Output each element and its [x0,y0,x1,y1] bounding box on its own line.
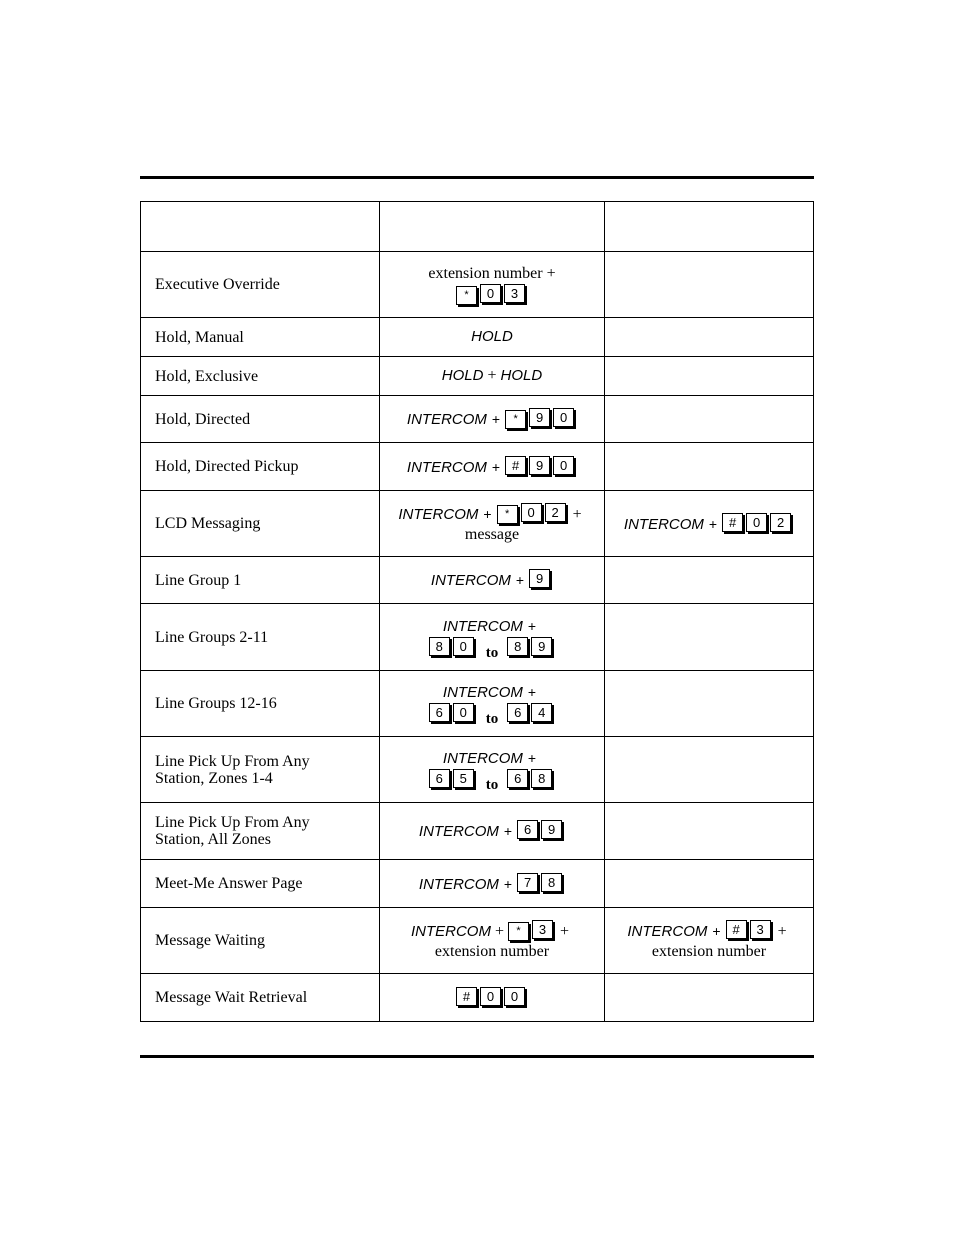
feature-name-cell [141,443,380,491]
keypad-key: 0 [553,408,574,427]
instruction-text: extension number [651,942,767,960]
keypad-key-group [726,920,774,940]
cancel-code-cell [605,443,814,491]
keypad-key: 0 [453,703,474,722]
keypad-key: 6 [429,769,450,788]
feature-name-cell [141,908,380,974]
keypad-key-group [507,703,555,723]
feature-name-cell [141,803,380,860]
feature-row [141,318,814,357]
button-name: INTERCOM [398,505,479,523]
feature-name-cell [141,396,380,443]
code-line [380,748,604,769]
feature-row [141,396,814,443]
keypad-key: 3 [532,920,553,939]
instruction-text: extension number [434,942,550,960]
feature-name: Hold, Manual [155,328,244,346]
cancel-code-cell [605,737,814,803]
button-name: INTERCOM [418,875,499,893]
feature-name-cell [141,860,380,908]
keypad-key: # [722,513,743,532]
button-name: INTERCOM [410,922,491,940]
feature-row [141,803,814,860]
keypad-key-group [517,873,565,893]
keypad-key-group [497,503,569,524]
feature-name-cell [141,604,380,671]
cancel-code-cell [605,557,814,604]
feature-row [141,908,814,974]
feature-name-cell [141,491,380,557]
feature-name: Line Groups 12-16 [155,695,277,712]
keypad-key: 2 [545,503,566,522]
feature-name-cell [141,974,380,1022]
feature-name: Station, All Zones [155,831,271,848]
keypad-key: 9 [531,637,552,656]
cancel-code-cell [605,803,814,860]
feature-name: Executive Override [155,276,280,293]
button-name: HOLD [471,328,513,345]
code-line [380,366,604,386]
program-code-cell [380,443,605,491]
keypad-key: 0 [480,284,501,303]
cancel-code-cell [605,671,814,737]
program-code-cell [380,557,605,604]
code-line [605,942,813,962]
program-code-cell [380,671,605,737]
keypad-key: * [456,286,477,305]
range-to: to [485,644,499,661]
keypad-key: 0 [553,456,574,475]
keypad-key: 6 [429,703,450,722]
plus-sign: + [503,875,513,892]
feature-row [141,671,814,737]
code-line [380,264,604,284]
feature-row [141,491,814,557]
plus-sign: + [708,515,718,532]
cancel-code-cell [605,974,814,1022]
header-cell-feature [141,202,380,252]
keypad-key-group [505,456,577,476]
code-line [380,820,604,842]
program-code-cell [380,396,605,443]
keypad-key: * [497,505,518,524]
keypad-key-group [505,408,577,429]
plus-sign: + [515,572,525,588]
code-line [380,942,604,962]
code-line [380,456,604,478]
keypad-key: 6 [507,769,528,788]
keypad-key: 4 [531,703,552,722]
code-line [380,569,604,591]
button-name: INTERCOM [442,617,523,635]
feature-name: Meet-Me Answer Page [155,875,303,892]
plus-sign: + [491,458,501,475]
code-line [380,408,604,430]
keypad-key: 8 [531,769,552,788]
code-line [380,637,604,659]
keypad-key-group [507,769,555,789]
program-code-cell [380,491,605,557]
code-line [605,513,813,535]
header-cell-program [380,202,605,252]
cancel-code-cell [605,396,814,443]
code-line [380,616,604,637]
button-name: INTERCOM [406,458,487,476]
feature-row [141,604,814,671]
keypad-key-group [429,703,477,723]
keypad-key: 9 [529,569,550,588]
keypad-key: * [505,410,526,429]
cancel-code-cell [605,252,814,318]
code-line [380,525,604,545]
feature-name-cell [141,557,380,604]
keypad-key-group [529,569,553,589]
keypad-key-group [508,920,556,941]
code-line [380,682,604,703]
feature-row [141,860,814,908]
program-code-cell [380,908,605,974]
keypad-key: # [505,456,526,475]
keypad-key: 8 [541,873,562,892]
feature-name: Station, Zones 1-4 [155,769,273,787]
keypad-key-group [517,820,565,840]
cancel-code-cell [605,491,814,557]
keypad-key-group [507,637,555,657]
button-name: INTERCOM [430,572,511,589]
code-line [380,503,604,525]
keypad-key: 0 [521,503,542,522]
keypad-key: * [508,922,529,941]
feature-name: Message Wait Retrieval [155,989,308,1006]
feature-row [141,443,814,491]
feature-name-cell [141,252,380,318]
feature-name-cell [141,737,380,803]
keypad-key: 9 [541,820,562,839]
keypad-key-group [456,284,528,305]
keypad-key-group [429,769,477,789]
keypad-key: 0 [453,637,474,656]
keypad-key-group [456,987,528,1007]
program-code-cell [380,737,605,803]
feature-name: Hold, Directed [155,410,251,428]
keypad-key: 9 [529,456,550,475]
code-line [380,327,604,347]
code-line [380,873,604,895]
program-code-cell [380,803,605,860]
plus-sign: + [503,823,513,839]
program-code-cell [380,974,605,1022]
keypad-key: 2 [770,513,791,532]
button-name: INTERCOM [442,750,523,767]
cancel-code-cell [605,908,814,974]
feature-name-cell [141,357,380,396]
plus-sign: + [527,617,537,634]
code-line [380,703,604,725]
plus-sign: + [560,922,570,940]
keypad-key-group [429,637,477,657]
plus-sign: + [483,505,492,522]
feature-name: Hold, Exclusive [155,367,259,385]
keypad-key: 0 [480,987,501,1006]
code-line [605,920,813,942]
keypad-key: 0 [504,987,525,1006]
plus-sign: + [527,684,537,700]
keypad-key: # [726,920,747,939]
keypad-key: 8 [507,637,528,656]
feature-name: LCD Messaging [155,515,261,532]
button-name: INTERCOM [406,411,487,428]
program-code-cell [380,252,605,318]
plus-sign: + [712,922,721,939]
button-name: HOLD [441,367,484,384]
code-line [380,987,604,1009]
feature-name-cell [141,671,380,737]
feature-name: Line Group 1 [155,571,242,589]
top-rule [140,176,814,179]
button-name: INTERCOM [418,823,499,840]
program-code-cell [380,860,605,908]
cancel-code-cell [605,357,814,396]
button-name: INTERCOM [442,684,523,701]
header-cell-cancel [605,202,814,252]
cancel-code-cell [605,604,814,671]
plus-sign: + [487,367,497,384]
feature-row [141,252,814,318]
button-name: HOLD [500,367,543,384]
feature-row [141,557,814,604]
instruction-text: message [464,525,520,543]
feature-name: Line Groups 2-11 [155,628,269,646]
header-row [141,202,814,252]
program-code-cell [380,604,605,671]
keypad-key: 9 [529,408,550,427]
button-name: INTERCOM [627,922,708,940]
keypad-key: 0 [746,513,767,532]
keypad-key: 5 [453,769,474,788]
code-line [380,920,604,942]
keypad-key: 6 [507,703,528,722]
instruction-text: extension number + [428,264,556,282]
feature-name: Hold, Directed Pickup [155,458,299,475]
button-name: INTERCOM [623,515,704,533]
feature-name-cell [141,318,380,357]
feature-row [141,737,814,803]
cancel-code-cell [605,860,814,908]
program-code-cell [380,357,605,396]
bottom-rule [140,1055,814,1058]
code-line [380,284,604,306]
keypad-key: # [456,987,477,1006]
keypad-key-group [722,513,794,533]
keypad-key: 3 [504,284,525,303]
plus-sign: + [491,411,501,427]
feature-name: Message Waiting [155,932,265,949]
plus-sign: + [527,750,537,766]
feature-row [141,974,814,1022]
plus-sign: + [494,922,504,940]
feature-code-table [140,201,814,1022]
feature-row [141,357,814,396]
keypad-key: 6 [517,820,538,839]
keypad-key: 3 [750,920,771,939]
cancel-code-cell [605,318,814,357]
code-line [380,769,604,791]
feature-name: Line Pick Up From Any [155,814,310,831]
keypad-key: 7 [517,873,538,892]
plus-sign: + [777,922,787,940]
plus-sign: + [572,505,582,523]
program-code-cell [380,318,605,357]
range-to: to [485,777,499,793]
keypad-key: 8 [429,637,450,656]
range-to: to [485,711,499,727]
feature-name: Line Pick Up From Any [155,752,310,770]
